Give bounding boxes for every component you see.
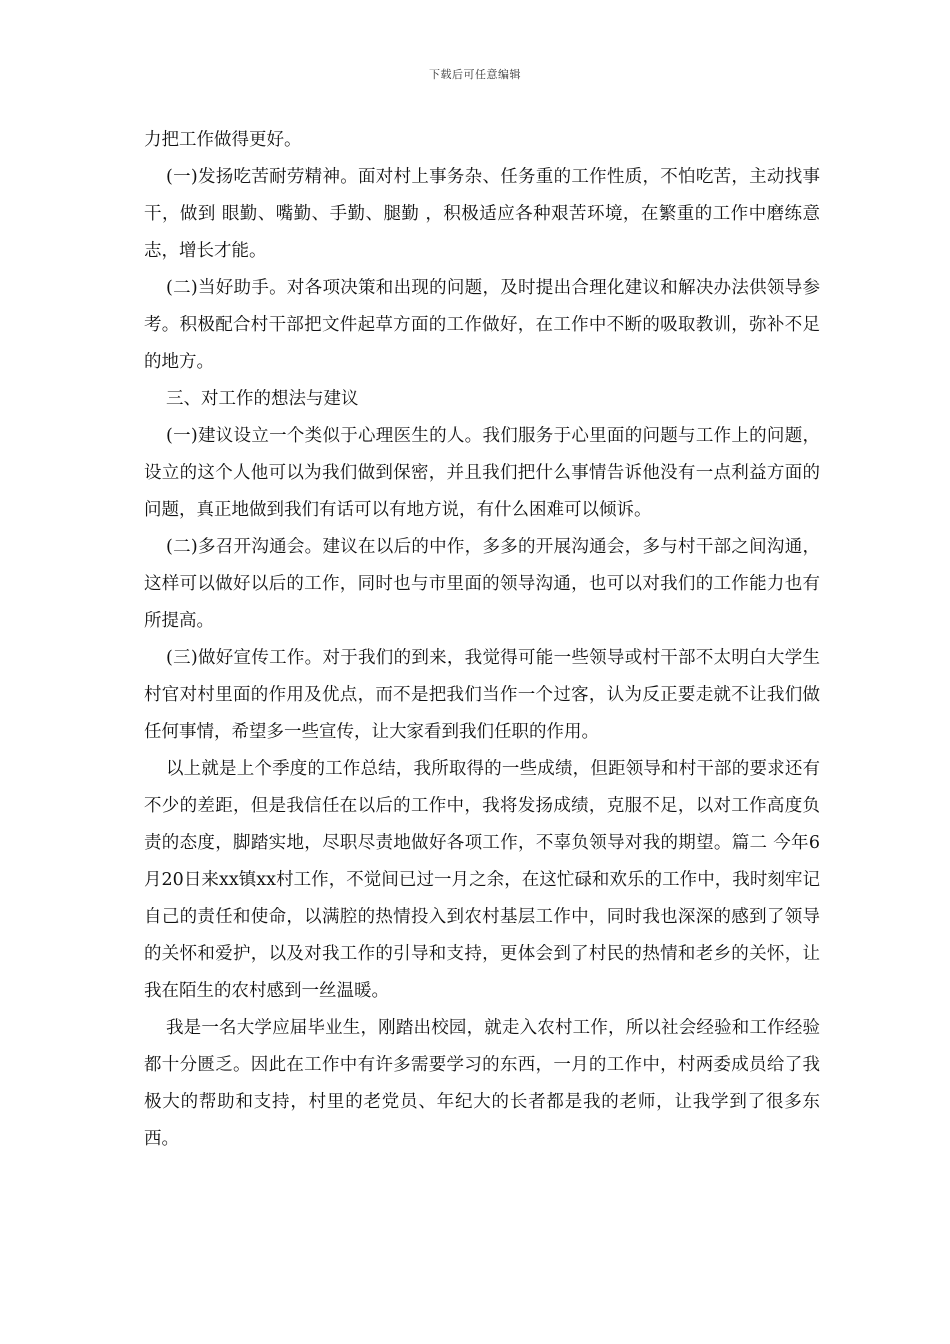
paragraph-6: (二)多召开沟通会。建议在以后的中作，多多的开展沟通会，多与村干部之间沟通，这样可以做好以后的工作，同时也与市里面的领导沟通，也可以对我们的工作能力也有所提高。: [144, 537, 820, 631]
paragraph-5: (一)建议设立一个类似于心理医生的人。我们服务于心里面的问题与工作上的问题，设立的这个人他可以为我们做到保密，并且我们把什么事情告诉他没有一点利益方面的问题，真正地做到我们有话可以有地方说，有什么困难可以倾诉。: [144, 426, 820, 520]
document-body: [144, 122, 820, 1158]
paragraph-1: 力把工作做得更好。: [144, 130, 302, 150]
paragraph-2: (一)发扬吃苦耐劳精神。面对村上事务杂、任务重的工作性质，不怕吃苦，主动找事干，做到 眼勤、嘴勤、手勤、腿勤 ，积极适应各种艰苦环境，在繁重的工作中磨练意志，增长才能。: [144, 167, 820, 261]
paragraph-7: (三)做好宣传工作。对于我们的到来，我觉得可能一些领导或村干部不太明白大学生村官对村里面的作用及优点，而不是把我们当作一个过客，认为反正要走就不让我们做任何事情，希望多一些宣传，让大家看到我们任职的作用。: [144, 648, 820, 742]
page-header: 下载后可任意编辑: [429, 68, 521, 81]
paragraph-9: 我是一名大学应届毕业生，刚踏出校园，就走入农村工作，所以社会经验和工作经验都十分匮乏。因此在工作中有许多需要学习的东西，一月的工作中，村两委成员给了我极大的帮助和支持，村里的老党员、年纪大的长者都是我的老师，让我学到了很多东西。: [144, 1018, 820, 1149]
paragraph-8: 以上就是上个季度的工作总结，我所取得的一些成绩，但距领导和村干部的要求还有不少的差距，但是我信任在以后的工作中，我将发扬成绩，克服不足，以对工作高度负责的态度，脚踏实地，尽职尽责地做好各项工作，不辜负领导对我的期望。篇二 今年6月20日来xx镇xx村工作，不觉间已过一月之余，在这忙碌和欢乐的工作中，我时刻牢记自己的责任和使命，以满腔的热情投入到农村基层工作中，同时我也深深的感到了领导的关怀和爱护，以及对我工作的引导和支持，更体会到了村民的热情和老乡的关怀，让我在陌生的农村感到一丝温暖。: [144, 759, 820, 1001]
paragraph-3: (二)当好助手。对各项决策和出现的问题，及时提出合理化建议和解决办法供领导参考。积极配合村干部把文件起草方面的工作做好，在工作中不断的吸取教训，弥补不足的地方。: [144, 278, 820, 372]
section-heading: 三、对工作的想法与建议: [166, 389, 359, 409]
